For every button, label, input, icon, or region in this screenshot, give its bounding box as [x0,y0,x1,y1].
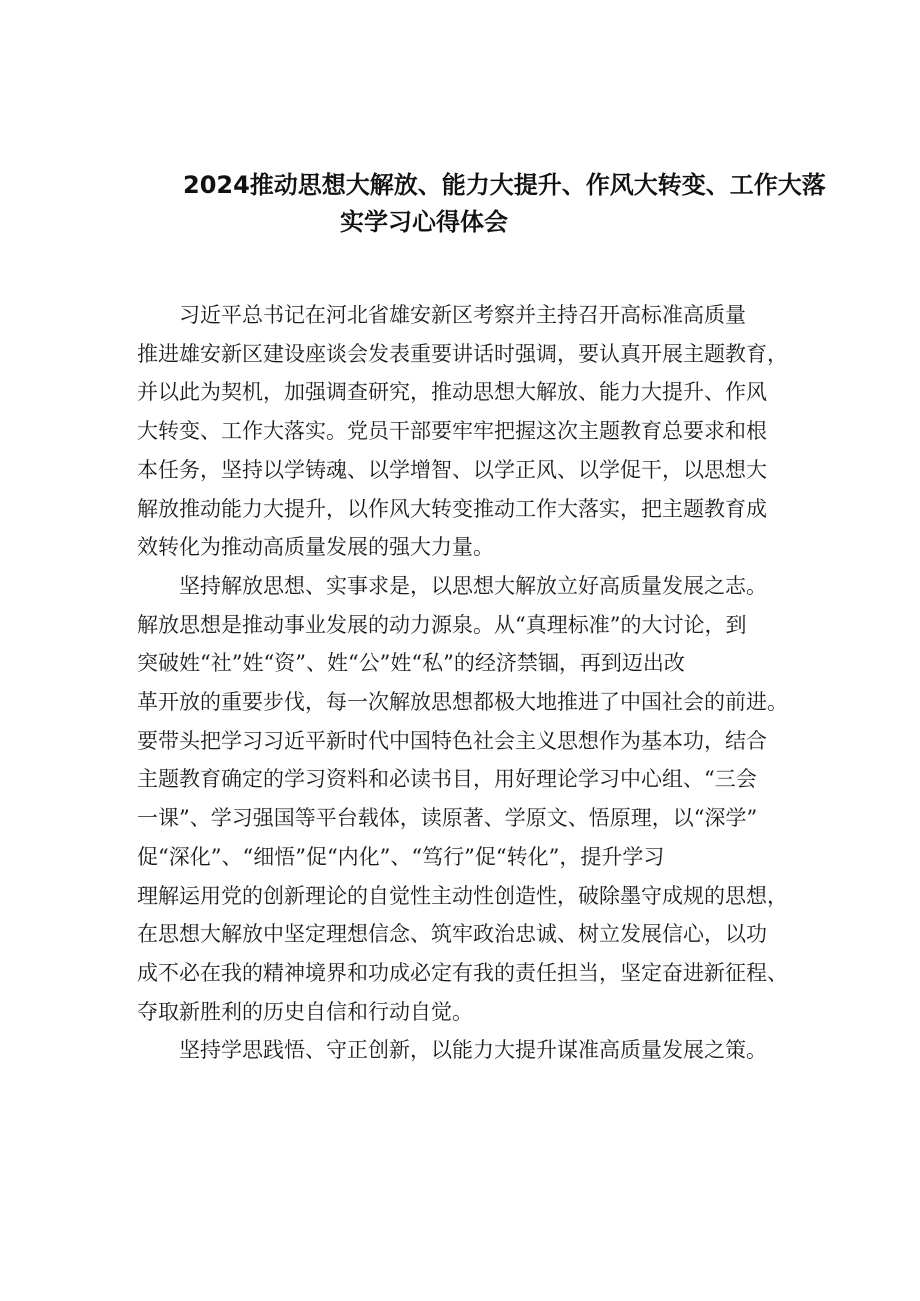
paragraph-line: 本任务，坚持以学铸魂、以学增智、以学正风、以学促干，以思想大 [137,457,767,482]
paragraph-line: 习近平总书记在河北省雄安新区考察并主持召开高标准高质量 [179,303,746,327]
paragraph-line: 效转化为推动高质量发展的强大力量。 [137,535,494,560]
title-line: 实学习心得体会 [340,208,508,236]
document-title [150,167,826,241]
paragraph-line: 在思想大解放中坚定理想信念、筑牢政治忠诚、树立发展信心，以功 [137,922,767,947]
paragraph-2 [137,567,787,1031]
paragraph-line: 并以此为契机，加强调查研究，推动思想大解放、能力大提升、作风 [137,380,767,405]
paragraph-line: 夺取新胜利的历史自信和行动自觉。 [137,999,473,1024]
paragraph-line: 要带头把学习习近平新时代中国特色社会主义思想作为基本功，结合 [137,728,767,753]
paragraph-line: 突破姓“社”姓“资”、姓“公”姓“私”的经济禁锢，再到迈出改 [137,651,685,676]
paragraph-line: 一课”、学习强国等平台载体，读原著、学原文、悟原理，以“深学” [137,806,758,831]
paragraph-line: 解放思想是推动事业发展的动力源泉。从“真理标准”的大讨论，到 [137,612,747,637]
paragraph-line: 坚持学思践悟、守正创新，以能力大提升谋准高质量发展之策。 [179,1038,767,1063]
paragraph-line: 革开放的重要步伐，每一次解放思想都极大地推进了中国社会的前进。 [137,690,788,715]
paragraph-line: 成不必在我的精神境界和功成必定有我的责任担当，坚定奋进新征程、 [137,960,788,985]
paragraph-line: 坚持解放思想、实事求是，以思想大解放立好高质量发展之志。 [179,573,767,598]
paragraph-1 [137,296,787,567]
paragraph-line: 大转变、工作大落实。党员干部要牢牢把握这次主题教育总要求和根 [137,419,767,444]
paragraph-line: 推进雄安新区建设座谈会发表重要讲话时强调，要认真开展主题教育， [137,341,788,366]
paragraph-line: 理解运用党的创新理论的自觉性主动性创造性，破除墨守成规的思想， [137,883,788,908]
paragraph-line: 解放推动能力大提升，以作风大转变推动工作大落实，把主题教育成 [137,496,767,521]
paragraph-line: 促“深化”、“细悟”促“内化”、“笃行”促“转化”，提升学习 [137,844,665,869]
document-body [137,296,787,1070]
paragraph-line: 主题教育确定的学习资料和必读书目，用好理论学习中心组、“三会 [137,767,757,792]
title-line: 2024推动思想大解放、能力大提升、作风大转变、工作大落 [183,171,826,199]
paragraph-3 [137,1031,787,1070]
